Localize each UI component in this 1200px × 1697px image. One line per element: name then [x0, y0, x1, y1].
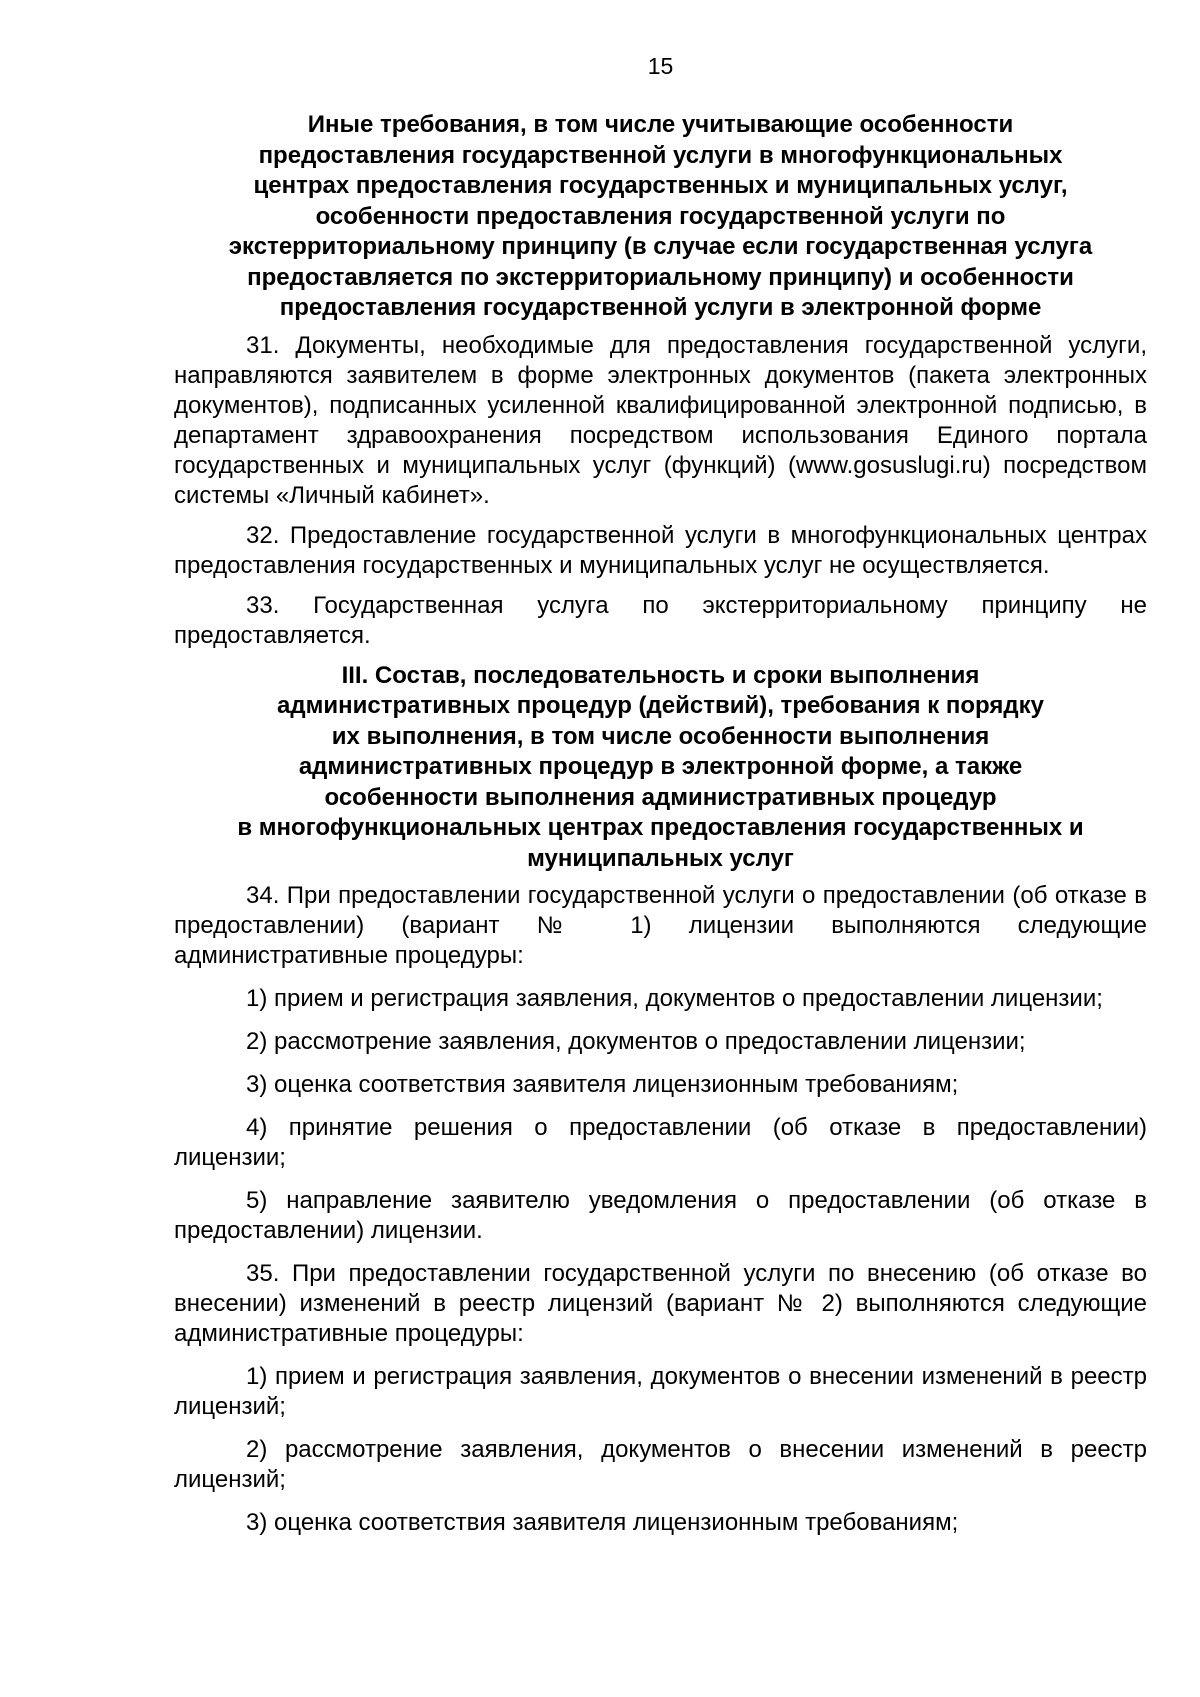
- page-number: 15: [647, 53, 674, 79]
- heading-line: центрах предоставления государственных и муниципальных услуг,: [253, 172, 1068, 199]
- heading-line: предоставляется по экстерриториальному принципу) и особенности: [247, 263, 1074, 291]
- heading-line: муниципальных услуг: [527, 844, 794, 872]
- list-item-34-4: 4) принятие решения о предоставлении (об отказе в предоставлении) лицензии;: [174, 1114, 1147, 1171]
- paragraph-35: 35. При предоставлении государственной услуги по внесению (об отказе во внесении) изменений в реестр лицензий (вариант № 2) выполняются следующие административные процедуры:: [174, 1260, 1147, 1347]
- section-heading-other-requirements: [174, 110, 1147, 324]
- paragraph-31: 31. Документы, необходимые для предоставления государственной услуги, направляются заявителем в форме электронных документов (пакета электронных документов), подписанных усиленной квалифицированной электронной подписью, в департамент здравоохранения посредством использования Единого портала государственных и муниципальных услуг (функций) (www.gosuslugi.ru) посредством системы «Личный кабинет».: [174, 331, 1147, 509]
- heading-line: особенности выполнения административных процедур: [324, 783, 997, 811]
- document-page: [174, 52, 1147, 1551]
- heading-line: предоставления государственной услуги в многофункциональных: [258, 141, 1063, 169]
- heading-line: в многофункциональных центрах предоставления государственных и: [237, 814, 1084, 841]
- paragraph-33: 33. Государственная услуга по экстерриториальному принципу не предоставляется.: [174, 591, 1147, 649]
- section-heading-iii: [174, 661, 1147, 875]
- list-item-34-3: 3) оценка соответствия заявителя лицензионным требованиям;: [246, 1071, 959, 1098]
- heading-line: Иные требования, в том числе учитывающие особенности: [307, 111, 1014, 138]
- heading-line: административных процедур в электронной форме, а также: [298, 753, 1023, 780]
- list-item-34-5: 5) направление заявителю уведомления о предоставлении (об отказе в предоставлении) лицензии.: [174, 1187, 1147, 1244]
- paragraph-32: 32. Предоставление государственной услуги в многофункциональных центрах предоставления государственных и муниципальных услуг не осуществляется.: [174, 521, 1147, 579]
- heading-line: предоставления государственной услуги в электронной форме: [279, 294, 1042, 321]
- heading-line: особенности предоставления государственной услуги по: [315, 202, 1006, 230]
- heading-line: их выполнения, в том числе особенности выполнения: [331, 722, 990, 750]
- list-item-35-1: 1) прием и регистрация заявления, документов о внесении изменений в реестр лицензий;: [174, 1363, 1147, 1420]
- heading-line: III. Состав, последовательность и сроки выполнения: [341, 661, 980, 689]
- list-item-34-1: 1) прием и регистрация заявления, документов о предоставлении лицензии;: [246, 985, 1103, 1012]
- list-item-35-2: 2) рассмотрение заявления, документов о внесении изменений в реестр лицензий;: [174, 1436, 1147, 1493]
- list-item-34-2: 2) рассмотрение заявления, документов о предоставлении лицензии;: [246, 1028, 1026, 1055]
- heading-line: административных процедур (действий), требования к порядку: [277, 692, 1044, 719]
- paragraph-34: 34. При предоставлении государственной услуги о предоставлении (об отказе в предоставлении) (вариант № 1) лицензии выполняются следующие административные процедуры:: [174, 882, 1147, 969]
- heading-line: экстерриториальному принципу (в случае если государственная услуга: [228, 233, 1093, 260]
- list-item-35-3: 3) оценка соответствия заявителя лицензионным требованиям;: [246, 1509, 959, 1536]
